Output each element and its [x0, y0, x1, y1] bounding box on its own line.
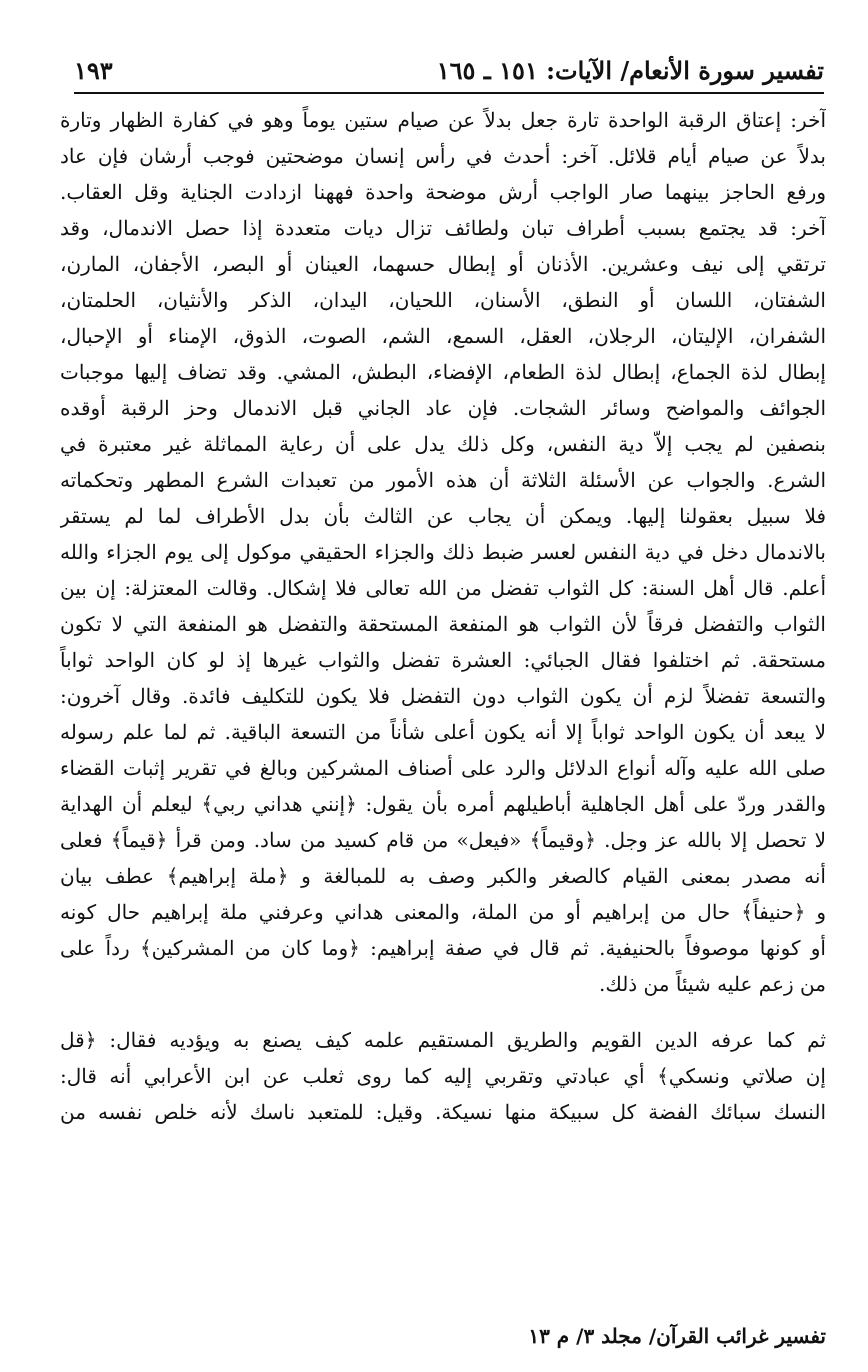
text-line: أو كونها موصوفاً بالحنيفية. ثم قال في صفة إبراهيم: ﴿وما كان من المشركين﴾ رداً على	[60, 936, 826, 960]
text-line: ثم كما عرفه الدين القويم والطريق المستقيم علمه كيف يصنع به ويؤديه فقال: ﴿قل	[60, 1028, 826, 1052]
text-line: مستحقة. ثم اختلفوا فقال الجبائي: العشرة تفضل والثواب غيرها إذ لو كان الواحد ثواباً	[60, 648, 826, 672]
paragraph-2	[60, 1022, 826, 1130]
text-line: لا يبعد أن يكون الواحد ثواباً إلا أنه يكون أعلى شأناً من التسعة الباقية. ثم لما علم رسوله	[60, 720, 826, 744]
text-line: فلا سبيل بعقولنا إليها. ويمكن أن يجاب عن الثالث بأن بدل الأطراف لما لم يستقر	[60, 504, 826, 528]
text-line: ترتقي إلى نيف وعشرين. الأذنان أو إبطال حسهما، العينان أو البصر، الأجفان، المارن،	[60, 252, 826, 276]
header-rule	[74, 92, 824, 94]
text-line: النسك سبائك الفضة كل سبيكة منها نسيكة. وقيل: للمتعبد ناسك لأنه خلص نفسه من	[60, 1100, 826, 1124]
page-header	[74, 50, 824, 94]
text-line: من زعم عليه شيئاً من ذلك.	[598, 972, 826, 996]
text-line: صلى الله عليه وآله أنواع الدلائل والرد على أصناف المشركين وبالغ في تقرير إثبات القضاء	[60, 756, 826, 780]
text-line: بالاندمال دخل في دية النفس لعسر ضبط ذلك والجزاء الحقيقي موكول إلى يوم الجزاء والله	[60, 540, 826, 564]
running-title: تفسير سورة الأنعام/ الآيات: ١٥١ ـ ١٦٥	[436, 56, 824, 85]
page-number: ١٩٣	[74, 56, 113, 85]
text-line: الثواب والتفضل فرقاً لأن الثواب هو المنفعة المستحقة والتفضل هو المنفعة التي لا تكون	[60, 612, 826, 636]
text-line: الشرع. والجواب عن الأسئلة الثلاثة أن هذه الأمور من تعبدات الشرع المطهر وتحكماته	[60, 468, 826, 492]
text-line: الجوائف والمواضح وسائر الشجات. فإن عاد الجاني قبل الاندمال وحز الرقبة أوقده	[60, 396, 826, 420]
page-body	[60, 102, 826, 1130]
volume-footer: تفسير غرائب القرآن/ مجلد ٣/ م ١٣	[528, 1324, 826, 1348]
paragraph-gap	[60, 1002, 826, 1022]
text-line: والتسعة تفضلاً لزم أن يكون الثواب دون التفضل فلا يكون للتكليف فائدة. وقال آخرون:	[60, 684, 826, 708]
paragraph-1	[60, 102, 826, 1002]
text-line: إن صلاتي ونسكي﴾ أي عبادتي وتقربي إليه كما روى ثعلب عن ابن الأعرابي أنه قال:	[60, 1064, 826, 1088]
text-line: أنه مصدر بمعنى القيام كالصغر والكبر وصف به للمبالغة و ﴿ملة إبراهيم﴾ عطف بيان	[60, 864, 826, 888]
text-line: و ﴿حنيفاً﴾ حال من إبراهيم أو من الملة، والمعنى هداني وعرفني ملة إبراهيم حال كونه	[60, 900, 826, 924]
text-line: أعلم. قال أهل السنة: كل الثواب تفضل من الله تعالى فلا إشكال. وقالت المعتزلة: إن بين	[60, 576, 826, 600]
text-line: ورفع الحاجز بينهما صار الواجب أرش موضحة واحدة فههنا ازدادت الجناية وقل العقاب.	[60, 180, 826, 204]
text-line: لا تحصل إلا بالله عز وجل. ﴿وقيماً﴾ «فيعل» من قام كسيد من ساد. ومن قرأ ﴿قيماً﴾ فعلى	[60, 828, 826, 852]
text-line: بنصفين لم يجب إلاّ دية النفس، وكل ذلك يدل على أن رعاية المماثلة غير معتبرة في	[60, 432, 826, 456]
text-line: آخر: قد يجتمع بسبب أطراف تبان ولطائف تزال ديات متعددة إذا حصل الاندمال، وقد	[60, 216, 826, 240]
text-line: الشفران، الإليتان، الرجلان، العقل، السمع، الشم، الصوت، الذوق، الإمناء أو الإحبال،	[60, 324, 826, 348]
text-line: بدلاً عن صيام أيام قلائل. آخر: أحدث في رأس إنسان موضحتين فوجب أرشان فإن عاد	[60, 144, 826, 168]
text-line: الشفتان، اللسان أو النطق، الأسنان، اللحيان، اليدان، الذكر والأنثيان، الحلمتان،	[60, 288, 826, 312]
text-line: آخر: إعتاق الرقبة الواحدة تارة جعل بدلاً عن صيام ستين يوماً وهو في كفارة الظهار وتارة	[60, 108, 826, 132]
text-line: إبطال لذة الجماع، إبطال لذة الطعام، الإفضاء، البطش، المشي. وقد تضاف إليها موجبات	[60, 360, 826, 384]
text-line: والقدر وردّ على أهل الجاهلية أباطيلهم أمره بأن يقول: ﴿إنني هداني ربي﴾ ليعلم أن الهداية	[60, 792, 826, 816]
